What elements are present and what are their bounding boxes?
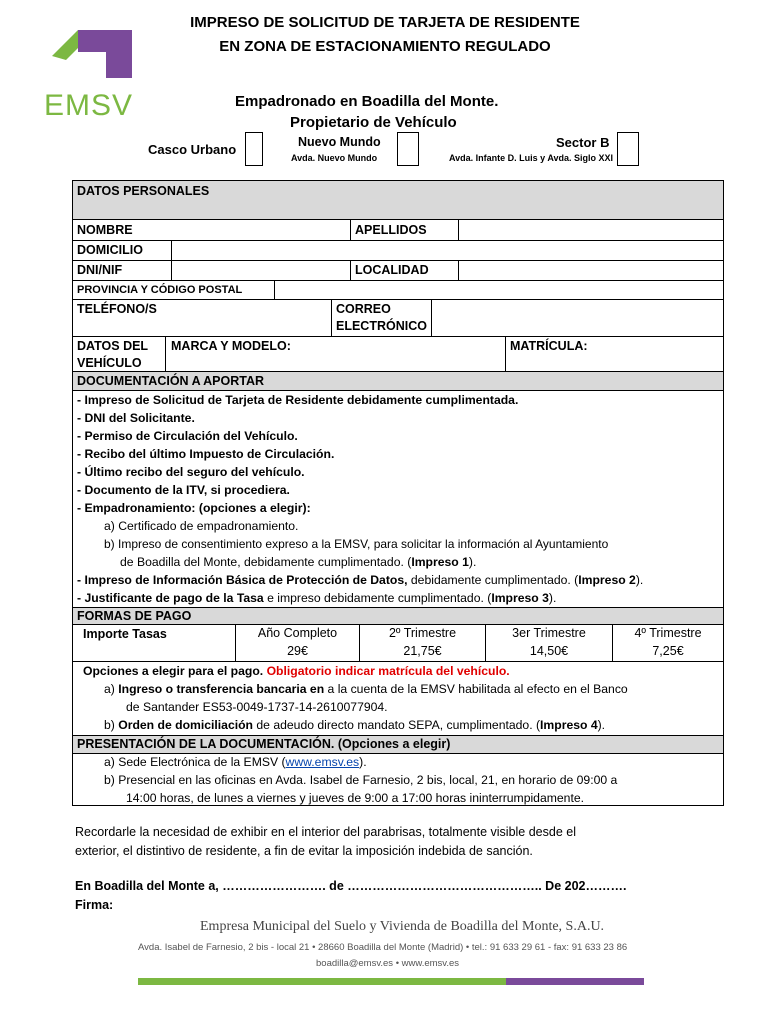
doc-title-line2: EN ZONA DE ESTACIONAMIENTO REGULADO: [219, 38, 551, 55]
zone-sector-b-label: Sector B: [556, 135, 610, 150]
doc-prot-rest: debidamente cumplimentado. (: [407, 573, 579, 587]
payment-options-heading: [83, 664, 510, 678]
localidad-field[interactable]: [459, 261, 721, 279]
zone-sector-b-sub: Avda. Infante D. Luis y Avda. Siglo XXI: [449, 153, 614, 163]
footer-bar-purple: [506, 978, 644, 985]
doc-prot-bold: - Impreso de Información Básica de Protección de Datos,: [77, 573, 408, 587]
zone-nuevo-mundo-sub: Avda. Nuevo Mundo: [291, 153, 378, 163]
importe-tasas-label: Importe Tasas: [83, 627, 167, 641]
tasa-col-price: 21,75€: [403, 644, 442, 658]
zone-nuevo-mundo-checkbox[interactable]: [397, 132, 419, 166]
place-date-line: En Boadilla del Monte a, ……………………. de ……………………………………….. De 202……….: [75, 879, 627, 893]
payment-option-a-account: de Santander ES53-0049-1737-14-2610077904.: [126, 700, 388, 714]
presentation-a-end: ).: [359, 755, 367, 769]
option-a-bold: Ingreso o transferencia bancaria en: [118, 682, 325, 696]
option-a-marker: a): [104, 682, 115, 696]
application-form: [72, 180, 724, 806]
tasa-col-label: Año Completo: [257, 626, 338, 640]
tasa-col-label: 2º Trimestre: [388, 626, 457, 640]
telefono-field[interactable]: [172, 300, 330, 335]
marca-label: MARCA Y MODELO:: [171, 339, 291, 353]
option-b-marker: b): [104, 718, 115, 732]
zone-nuevo-mundo-label: Nuevo Mundo: [298, 135, 381, 149]
emsv-website-link[interactable]: www.emsv.es: [285, 755, 360, 769]
correo-label-2: ELECTRÓNICO: [336, 319, 427, 333]
section-presentacion: PRESENTACIÓN DE LA DOCUMENTACIÓN. (Opciones a elegir): [77, 737, 451, 751]
doc-sub-b-text: de Boadilla del Monte, debidamente cumplimentado. (: [120, 555, 412, 569]
section-datos-personales: DATOS PERSONALES: [77, 184, 210, 198]
presentation-option-b-line1: b) Presencial en las oficinas en Avda. Isabel de Farnesio, 2 bis, local, 21, en horario de 09:00 a: [104, 773, 618, 787]
tasa-col-label: 3er Trimestre: [512, 626, 586, 640]
option-a-rest: a la cuenta de la EMSV habilitada al efecto en el Banco: [324, 682, 628, 696]
footer-address: Avda. Isabel de Farnesio, 2 bis - local 21 • 28660 Boadilla del Monte (Madrid) • tel.: 91 633 29 61 - fax: 91 633 23 86: [138, 942, 628, 953]
doc-title-line1: IMPRESO DE SOLICITUD DE TARJETA DE RESIDENTE: [190, 14, 580, 31]
doc-sub-b-line2: [120, 555, 476, 569]
payment-options-required: Obligatorio indicar matrícula del vehículo.: [266, 664, 510, 678]
section-documentacion: DOCUMENTACIÓN A APORTAR: [77, 374, 265, 388]
matricula-label: MATRÍCULA:: [510, 339, 588, 353]
doc-tasa-end: ).: [548, 591, 557, 605]
zone-casco-label: Casco Urbano: [148, 142, 237, 157]
correo-label-1: CORREO: [336, 302, 391, 316]
dni-field[interactable]: [172, 261, 349, 279]
tasa-col-label: 4º Trimestre: [634, 626, 702, 640]
impreso-3: Impreso 3: [491, 591, 549, 605]
doc-item: - Recibo del último Impuesto de Circulación.: [77, 447, 335, 461]
provincia-label: PROVINCIA Y CÓDIGO POSTAL: [77, 284, 243, 296]
subtitle-line1: Empadronado en Boadilla del Monte.: [235, 93, 499, 110]
doc-tasa-rest: e impreso debidamente cumplimentado. (: [263, 591, 492, 605]
presentation-a-text: a) Sede Electrónica de la EMSV (: [104, 755, 286, 769]
vehiculo-label-1: DATOS DEL: [77, 339, 149, 353]
payment-option-a: [104, 682, 628, 696]
presentation-option-b-line2: 14:00 horas, de lunes a viernes y jueves de 9:00 a 17:00 horas ininterrumpidamente.: [126, 791, 584, 805]
doc-tasa-bold: - Justificante de pago de la Tasa: [77, 591, 264, 605]
impreso-2: Impreso 2: [578, 573, 636, 587]
tasa-col-price: 14,50€: [529, 644, 569, 658]
reminder-line2: exterior, el distintivo de residente, a fin de evitar la imposición indebida de sanción.: [75, 844, 533, 858]
domicilio-field[interactable]: [172, 241, 720, 259]
footer-company: Empresa Municipal del Suelo y Vivienda de Boadilla del Monte, S.A.U.: [200, 919, 605, 934]
footer-email: boadilla@emsv.es • www.emsv.es: [316, 958, 460, 969]
localidad-label: LOCALIDAD: [355, 263, 429, 277]
tasa-col-price: 29€: [287, 644, 308, 658]
payment-options-text: Opciones a elegir para el pago.: [83, 664, 264, 678]
doc-sub-b-end: ).: [468, 555, 477, 569]
doc-sub-a: a) Certificado de empadronamiento.: [104, 519, 299, 533]
firma-label: Firma:: [75, 898, 114, 912]
doc-prot-end: ).: [635, 573, 644, 587]
marca-field[interactable]: [166, 337, 504, 370]
doc-item: - DNI del Solicitante.: [77, 411, 195, 425]
zone-casco-checkbox[interactable]: [245, 132, 263, 166]
presentation-option-a: [104, 755, 367, 769]
apellidos-label: APELLIDOS: [355, 223, 427, 237]
provincia-field[interactable]: [275, 281, 721, 298]
payment-option-b: [104, 718, 605, 732]
section-formas-pago: FORMAS DE PAGO: [77, 609, 192, 623]
correo-field[interactable]: [432, 300, 721, 335]
emsv-logo-icon: [44, 26, 140, 86]
apellidos-field[interactable]: [459, 220, 721, 239]
doc-item: - Permiso de Circulación del Vehículo.: [77, 429, 298, 443]
tasa-col-price: 7,25€: [652, 644, 684, 658]
subtitle-line2: Propietario de Vehículo: [290, 114, 457, 131]
zone-sector-b-checkbox[interactable]: [617, 132, 639, 166]
impreso-1: Impreso 1: [411, 555, 469, 569]
doc-item-proteccion: [77, 573, 643, 587]
doc-item: - Empadronamiento: (opciones a elegir):: [77, 501, 311, 515]
option-b-end: ).: [597, 718, 606, 732]
doc-item: - Impreso de Solicitud de Tarjeta de Residente debidamente cumplimentada.: [77, 393, 519, 407]
telefono-label: TELÉFONO/S: [77, 302, 157, 316]
nombre-field[interactable]: [171, 220, 349, 239]
domicilio-label: DOMICILIO: [77, 243, 143, 257]
reminder-line1: Recordarle la necesidad de exhibir en el interior del parabrisas, totalmente visible desde el: [75, 825, 576, 839]
matricula-field[interactable]: [506, 337, 721, 370]
impreso-4: Impreso 4: [540, 718, 598, 732]
vehiculo-label-2: VEHÍCULO: [77, 356, 142, 370]
doc-item-tasa: [77, 591, 556, 605]
doc-sub-b-line1: b) Impreso de consentimiento expreso a la EMSV, para solicitar la información al Ayuntamiento: [104, 537, 609, 551]
option-b-bold: Orden de domiciliación: [118, 718, 253, 732]
doc-item: - Documento de la ITV, si procediera.: [77, 483, 290, 497]
nombre-label: NOMBRE: [77, 223, 133, 237]
emsv-logo: [44, 26, 140, 122]
dni-label: DNI/NIF: [77, 263, 123, 277]
doc-item: - Último recibo del seguro del vehículo.: [77, 465, 305, 479]
logo-text: EMSV: [44, 89, 134, 122]
option-b-rest: de adeudo directo mandato SEPA, cumplimentado. (: [253, 718, 541, 732]
